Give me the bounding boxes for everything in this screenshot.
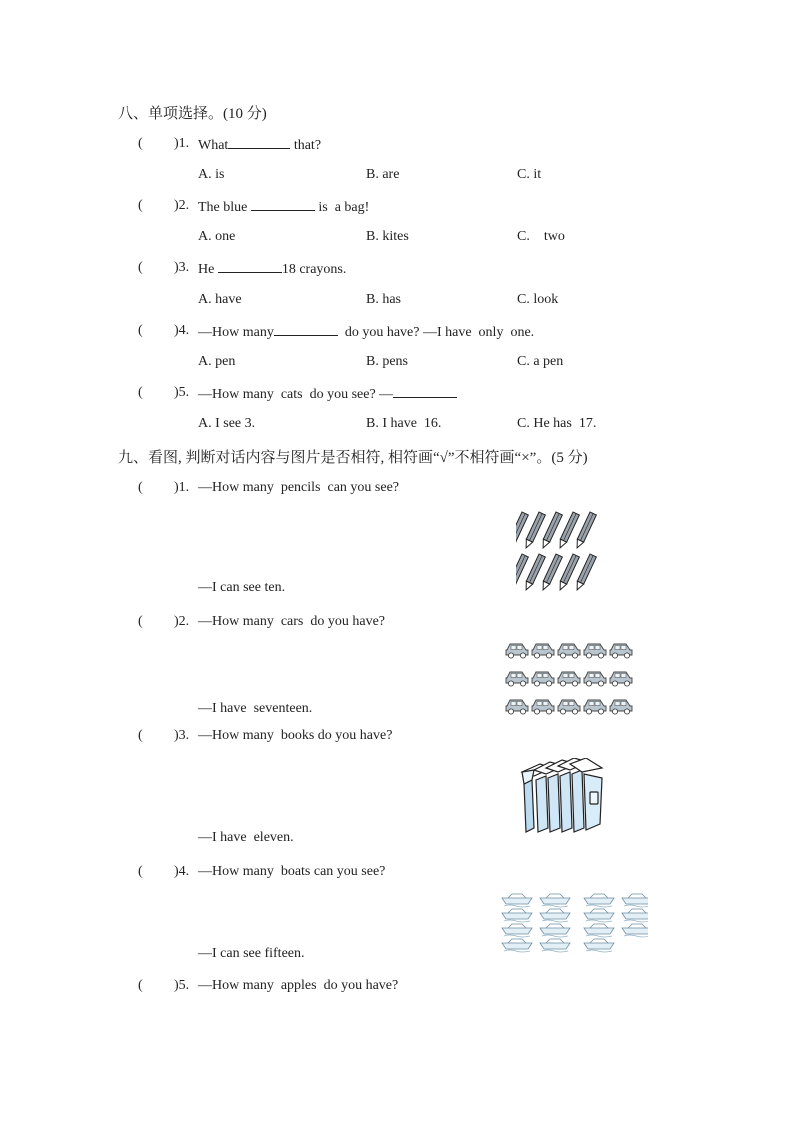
option-c[interactable]: C. look [517, 292, 559, 307]
car-icon [610, 644, 632, 658]
car-icon [506, 672, 528, 686]
option-a[interactable]: A. pen [198, 354, 236, 369]
option-c[interactable]: C. a pen [517, 354, 564, 369]
boat-icon [540, 894, 570, 907]
answer-paren[interactable]: ( [138, 385, 143, 400]
option-a[interactable]: A. have [198, 292, 242, 307]
option-c[interactable]: C. two [517, 229, 565, 244]
answer-paren[interactable]: ( [138, 978, 143, 993]
question-text: The blue is a bag! [198, 200, 370, 215]
boat-icon [540, 909, 570, 922]
question-text: —How many do you have? —I have only one. [198, 325, 535, 340]
car-icon [558, 700, 580, 714]
question-number: )4. [174, 323, 190, 338]
books-picture [512, 758, 608, 842]
option-c[interactable]: C. He has 17. [517, 416, 597, 431]
car-icon [610, 700, 632, 714]
question-text: He 18 crayons. [198, 262, 347, 277]
option-b[interactable]: B. I have 16. [366, 416, 442, 431]
question-text: —How many cats do you see? — [198, 385, 457, 403]
question-number: )3. [174, 728, 190, 743]
cars-picture [504, 636, 638, 720]
question-number: )4. [174, 864, 190, 879]
car-icon [584, 644, 606, 658]
option-a[interactable]: A. is [198, 167, 225, 182]
question-text: —How many apples do you have? [198, 978, 399, 993]
question-number: )1. [174, 480, 190, 495]
answer-paren[interactable]: ( [138, 260, 143, 275]
boat-icon [584, 909, 614, 922]
car-icon [610, 672, 632, 686]
question-text: —How many cars do you have? [198, 614, 386, 629]
boat-icon [502, 939, 532, 952]
answer-blank[interactable] [393, 385, 457, 398]
question-number: )3. [174, 260, 190, 275]
option-c[interactable]: C. it [517, 167, 542, 182]
car-icon [532, 672, 554, 686]
car-icon [584, 700, 606, 714]
pencils-picture [516, 508, 608, 594]
answer-paren[interactable]: ( [138, 614, 143, 629]
boat-icon [540, 939, 570, 952]
question-text: —How many boats can you see? [198, 864, 386, 879]
answer-text: —I have seventeen. [198, 701, 313, 716]
answer-blank[interactable] [274, 323, 338, 336]
option-b[interactable]: B. has [366, 292, 401, 307]
answer-paren[interactable]: ( [138, 480, 143, 495]
boat-icon [622, 909, 648, 922]
boat-icon [622, 924, 648, 937]
answer-paren[interactable]: ( [138, 728, 143, 743]
boat-icon [502, 909, 532, 922]
question-text: What that? [198, 138, 322, 153]
section-8-title: 八、单项选择。(10 分) [118, 106, 267, 122]
question-number: )5. [174, 978, 190, 993]
boat-icon [622, 894, 648, 907]
answer-blank[interactable] [228, 136, 290, 149]
option-b[interactable]: B. pens [366, 354, 408, 369]
answer-paren[interactable]: ( [138, 323, 143, 338]
question-number: )2. [174, 614, 190, 629]
car-icon [532, 700, 554, 714]
boat-icon [584, 939, 614, 952]
boat-icon [502, 894, 532, 907]
boat-icon [540, 924, 570, 937]
option-a[interactable]: A. one [198, 229, 236, 244]
car-icon [558, 644, 580, 658]
car-icon [506, 700, 528, 714]
answer-text: —I have eleven. [198, 830, 294, 845]
answer-text: —I can see fifteen. [198, 946, 305, 961]
answer-blank[interactable] [251, 198, 315, 211]
car-icon [532, 644, 554, 658]
car-icon [506, 644, 528, 658]
answer-paren[interactable]: ( [138, 864, 143, 879]
question-text: —How many books do you have? [198, 728, 393, 743]
answer-paren[interactable]: ( [138, 198, 143, 213]
section-9-title: 九、看图, 判断对话内容与图片是否相符, 相符画“√”不相符画“×”。(5 分) [118, 450, 588, 466]
answer-paren[interactable]: ( [138, 136, 143, 151]
option-b[interactable]: B. kites [366, 229, 409, 244]
question-text: —How many pencils can you see? [198, 480, 399, 495]
question-number: )1. [174, 136, 190, 151]
question-number: )5. [174, 385, 190, 400]
answer-blank[interactable] [218, 260, 282, 273]
car-icon [558, 672, 580, 686]
question-number: )2. [174, 198, 190, 213]
car-icon [584, 672, 606, 686]
boats-picture [500, 892, 648, 958]
boat-icon [502, 924, 532, 937]
answer-text: —I can see ten. [198, 580, 286, 595]
boat-icon [584, 924, 614, 937]
option-b[interactable]: B. are [366, 167, 400, 182]
boat-icon [584, 894, 614, 907]
option-a[interactable]: A. I see 3. [198, 416, 256, 431]
